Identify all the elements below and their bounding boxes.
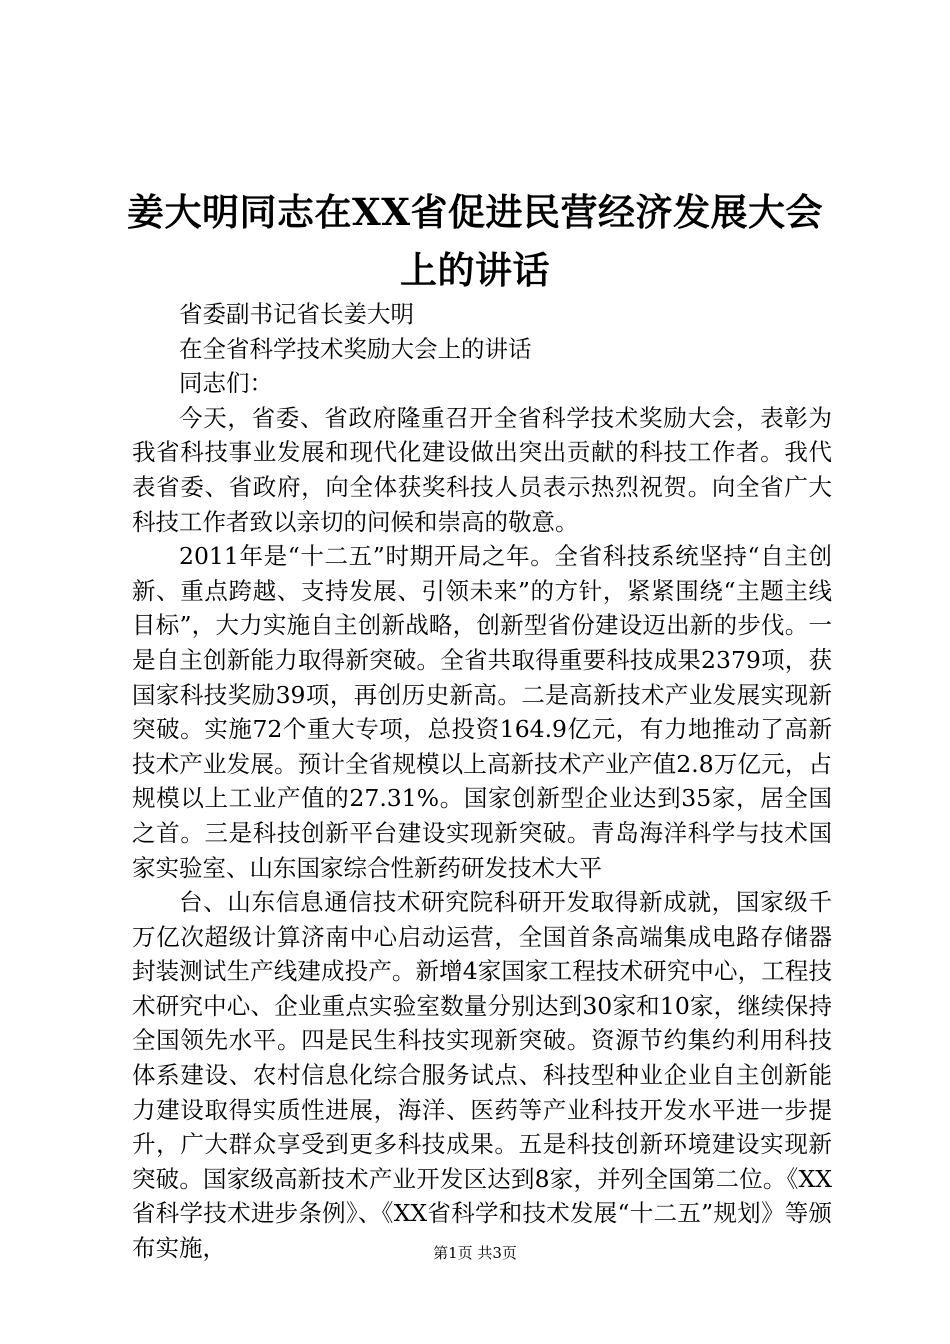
paragraph: 2011年是“十二五”时期开局之年。全省科技系统坚持“自主创新、重点跨越、支持发展、引领未来”的方针，紧紧围绕“主题主线目标”，大力实施自主创新战略，创新型省份建设迈出新的步伐。一是自主创新能力取得新突破。全省共取得重要科技成果2379项，获国家科技奖励39项，再创历史新高。二是高新技术产业发展实现新突破。实施72个重大专项，总投资164.9亿元，有力地推动了高新技术产业发展。预计全省规模以上高新技术产业产值2.8万亿元，占规模以上工业产值的27.31%。国家创新型企业达到35家，居全国之首。三是科技创新平台建设实现新突破。青岛海洋科学与技术国家实验室、山东国家综合性新药研发技术大平 xyxy=(132,542,832,882)
paragraph: 今天，省委、省政府隆重召开全省科学技术奖励大会，表彰为我省科技事业发展和现代化建设做出突出贡献的科技工作者。我代表省委、省政府，向全体获奖科技人员表示热烈祝贺。向全省广大科技工作者致以亲切的问候和崇高的敬意。 xyxy=(132,403,832,536)
speaker-line: 省委副书记省长姜大明 xyxy=(179,300,414,328)
document-title: 姜大明同志在XX省促进民营经济发展大会上的讲话 xyxy=(127,190,823,292)
page-footer: 第1页 共3页 xyxy=(433,1244,517,1262)
document-body xyxy=(132,297,832,1266)
salutation: 同志们： xyxy=(179,369,273,398)
paragraph: 台、山东信息通信技术研究院科研开发取得新成就，国家级千万亿次超级计算济南中心启动运营，全国首条高端集成电路存储器封装测试生产线建成投产。新增4家国家工程技术研究中心，工程技术研究中心、企业重点实验室数量分别达到30家和10家，继续保持全国领先水平。四是民生科技实现新突破。资源节约集约利用科技体系建设、农村信息化综合服务试点、科技型种业企业自主创新能力建设取得实质性进展，海洋、医药等产业科技开发水平进一步提升，广大群众享受到更多科技成果。五是科技创新环境建设实现新突破。国家级高新技术产业开发区达到8家，并列全国第二位。《XX省科学技术进步条例》、《XX省科学和技术发展“十二五”规划》等颁布实施， xyxy=(132,888,832,1263)
speech-subtitle: 在全省科学技术奖励大会上的讲话 xyxy=(179,334,532,363)
